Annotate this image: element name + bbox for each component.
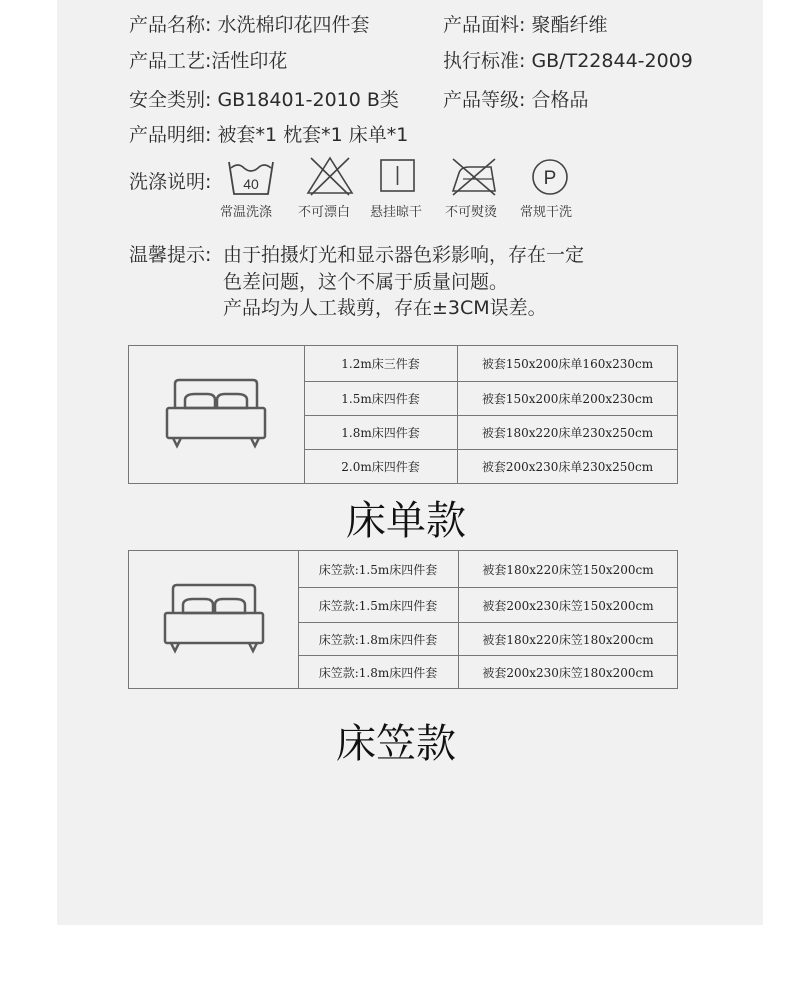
- table-row: [129, 382, 677, 415]
- care-item-label: 常温洗涤: [220, 205, 273, 220]
- product-detail: [129, 120, 408, 147]
- product-safety: [129, 85, 399, 112]
- table-row: [129, 623, 677, 655]
- size-cell: 床笠款:1.5m床四件套: [298, 588, 459, 622]
- product-fabric: [443, 10, 607, 37]
- no-bleach-icon: [305, 155, 355, 197]
- table-row: [129, 551, 677, 587]
- product-craft: [129, 46, 287, 73]
- table-row: [129, 416, 677, 449]
- product-grade-value: 合格品: [531, 89, 589, 111]
- size-cell: 床笠款:1.5m床四件套: [298, 551, 459, 587]
- spec-cell: 被套180x220床笠150x200cm: [482, 562, 654, 577]
- hang-dry-icon: [379, 158, 417, 194]
- spec-cell: 被套200x230床笠180x200cm: [482, 665, 654, 680]
- dry-clean-letter: P: [543, 168, 557, 189]
- wash-40-icon: [226, 156, 276, 198]
- product-fabric-label: 产品面料:: [443, 14, 526, 36]
- fitted-size-table: [128, 550, 678, 689]
- size-cell: 床笠款:1.8m床四件套: [298, 623, 459, 655]
- size-cell: 床笠款:1.8m床四件套: [298, 656, 459, 688]
- product-name: [129, 10, 369, 37]
- size-cell: 1.5m床四件套: [304, 382, 458, 415]
- product-standard-value: GB/T22844-2009: [531, 50, 693, 72]
- product-detail-value: 被套*1 枕套*1 床单*1: [217, 124, 409, 146]
- product-grade: [443, 85, 588, 112]
- care-item-label: 不可熨烫: [445, 205, 498, 220]
- product-safety-value: GB18401-2010 B类: [217, 89, 399, 111]
- notice-line-2: 色差问题，这个不属于质量问题。: [223, 271, 509, 293]
- product-standard-label: 执行标准:: [443, 50, 526, 72]
- sheet-size-table: [128, 345, 678, 484]
- product-standard: [443, 46, 693, 73]
- size-cell: 1.2m床三件套: [304, 346, 458, 381]
- sheet-heading: 床单款: [346, 498, 466, 544]
- table-row: [129, 656, 677, 688]
- spec-cell: 被套200x230床单230x250cm: [481, 460, 654, 474]
- care-item-label: 常规干洗: [520, 205, 573, 220]
- notice-label: 温馨提示:: [129, 244, 212, 266]
- wash-temp-text: 40: [243, 176, 259, 192]
- product-safety-label: 安全类别:: [129, 89, 212, 111]
- size-cell: 2.0m床四件套: [304, 450, 458, 483]
- product-name-value: 水洗棉印花四件套: [217, 14, 370, 36]
- product-fabric-value: 聚酯纤维: [531, 14, 608, 36]
- table-row: [129, 450, 677, 483]
- no-iron-icon: [449, 155, 499, 197]
- spec-cell: 被套150x200床单200x230cm: [481, 392, 654, 406]
- dry-clean-p-icon: [530, 157, 570, 197]
- care-label: 洗涤说明:: [129, 171, 212, 193]
- fitted-heading: 床笠款: [336, 721, 456, 767]
- size-cell: 1.8m床四件套: [304, 416, 458, 449]
- product-craft-label: 产品工艺:: [129, 50, 212, 72]
- product-detail-label: 产品明细:: [129, 124, 212, 146]
- spec-cell: 被套180x220床单230x250cm: [481, 426, 654, 440]
- care-item-label: 悬挂晾干: [370, 205, 423, 220]
- table-row: [129, 346, 677, 381]
- notice-line-1: 由于拍摄灯光和显示器色彩影响，存在一定: [223, 244, 585, 266]
- product-craft-value: 活性印花: [211, 50, 288, 72]
- spec-cell: 被套180x220床笠180x200cm: [482, 632, 654, 647]
- product-name-label: 产品名称:: [129, 14, 212, 36]
- care-item-label: 不可漂白: [298, 205, 351, 220]
- table-row: [129, 588, 677, 622]
- spec-cell: 被套150x200床单160x230cm: [481, 357, 654, 371]
- spec-cell: 被套200x230床笠150x200cm: [482, 598, 654, 613]
- product-grade-label: 产品等级:: [443, 89, 526, 111]
- notice-line-3: 产品均为人工裁剪，存在±3CM误差。: [223, 297, 547, 319]
